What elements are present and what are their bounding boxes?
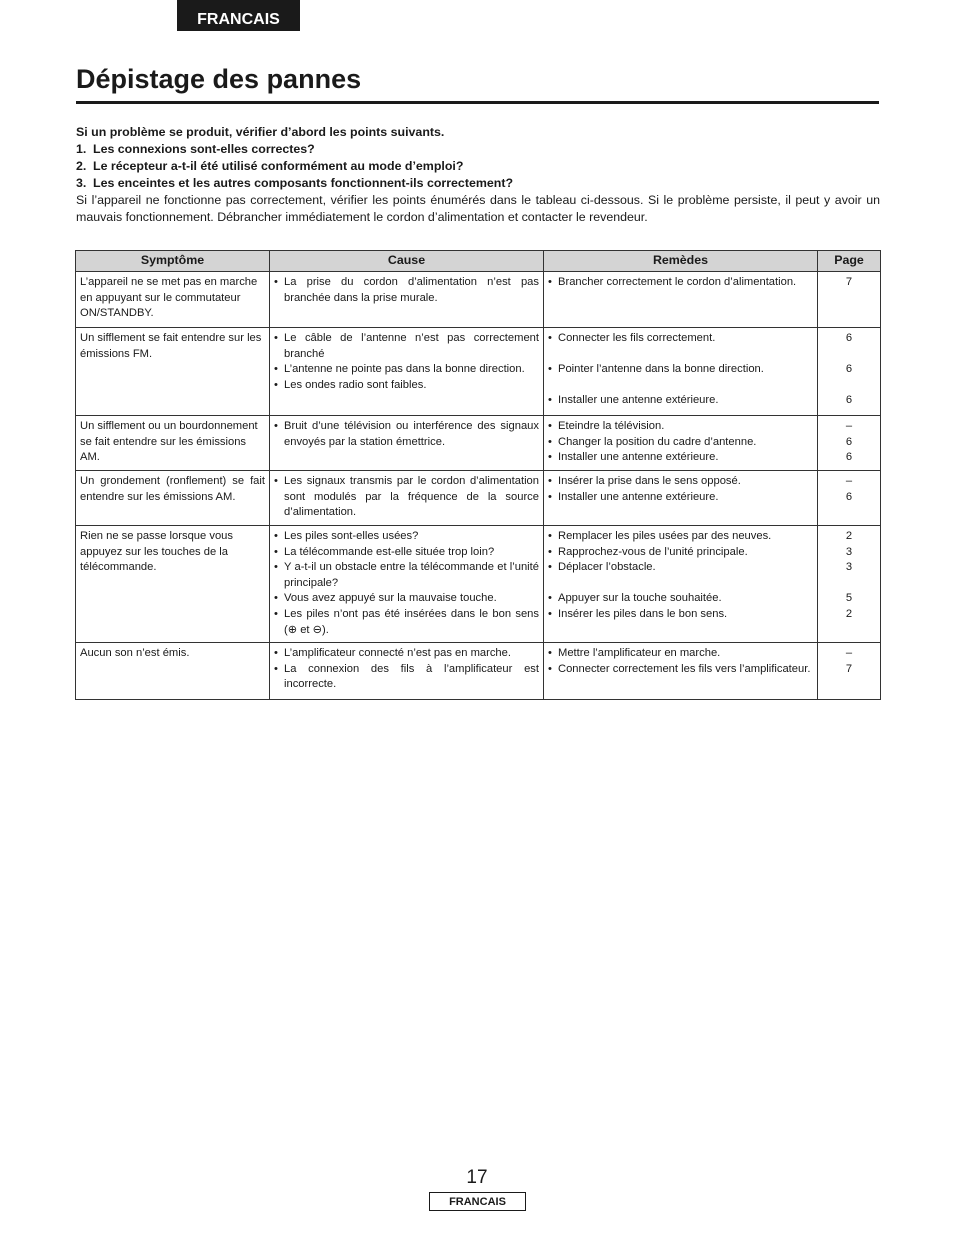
page-ref: 6 — [845, 394, 853, 407]
bullet: • — [548, 545, 552, 558]
page-ref: 7 — [845, 276, 853, 288]
remedy-item: Changer la position du cadre d’antenne. — [558, 435, 757, 448]
check-number: 3. — [76, 176, 87, 190]
cause-item: Les piles n’ont pas été insérées dans le bon sens (⊕ et ⊖). — [284, 607, 539, 636]
page-number: 17 — [466, 1167, 488, 1188]
page-ref: 2 — [845, 607, 853, 620]
bullet: • — [274, 378, 278, 391]
remedy-cell — [544, 328, 818, 416]
remedy-item: Installer une antenne extérieure. — [558, 451, 719, 464]
symptom-cell: Rien ne se passe lorsque vous appuyez sur les touches de la télécommande. — [76, 526, 270, 643]
remedy-item: Rapprochez-vous de l’unité principale. — [558, 545, 748, 558]
bullet: • — [548, 276, 552, 288]
check-number: 2. — [76, 159, 87, 173]
page-cell — [818, 416, 881, 471]
cause-cell — [270, 272, 544, 328]
page-cell — [818, 471, 881, 526]
bullet: • — [274, 607, 278, 620]
bullet: • — [274, 363, 278, 376]
cause-cell — [270, 526, 544, 643]
remedy-item: Brancher correctement le cordon d’alimentation. — [558, 276, 797, 288]
cause-item: L’antenne ne pointe pas dans la bonne direction. — [284, 363, 525, 376]
page-ref: 6 — [845, 363, 853, 376]
cause-item: La télécommande est-elle située trop loin? — [284, 545, 495, 558]
bullet: • — [274, 545, 278, 558]
page-cell — [818, 272, 881, 328]
bullet: • — [274, 530, 278, 542]
check-item — [76, 158, 880, 175]
bullet: • — [548, 530, 552, 542]
table-row — [76, 416, 881, 471]
cause-item: L’amplificateur connecté n’est pas en marche. — [284, 647, 511, 660]
bullet: • — [548, 561, 552, 574]
bullet: • — [274, 561, 278, 574]
table-row — [76, 471, 881, 526]
cause-item: Les signaux transmis par le cordon d’alimentation sont modulés par la fréquence de la source d’alimentation. — [284, 475, 539, 519]
symptom-cell: Un grondement (ronflement) se fait entendre sur les émissions AM. — [76, 471, 270, 526]
bullet: • — [548, 363, 552, 376]
cause-item: Les ondes radio sont faibles. — [284, 378, 427, 391]
title-underline — [76, 101, 879, 104]
cause-item: Y a-t-il un obstacle entre la télécommande et l’unité principale? — [284, 561, 539, 589]
header-remedy: Remèdes — [544, 251, 818, 272]
cause-item: Vous avez appuyé sur la mauvaise touche. — [284, 592, 497, 605]
header-page: Page — [818, 251, 881, 272]
remedy-item: Remplacer les piles usées par des neuves. — [558, 530, 772, 542]
page-ref: 3 — [845, 561, 853, 574]
bullet: • — [274, 662, 278, 675]
table-row — [76, 643, 881, 700]
check-number: 1. — [76, 142, 87, 156]
cause-cell — [270, 643, 544, 700]
symptom-cell: Aucun son n’est émis. — [76, 643, 270, 700]
remedy-item: Installer une antenne extérieure. — [558, 394, 719, 407]
cause-item: Bruit d’une télévision ou interférence des signaux envoyés par la station émettrice. — [284, 420, 539, 448]
cause-cell — [270, 471, 544, 526]
bullet: • — [548, 451, 552, 464]
intro-section — [76, 124, 880, 226]
table-row — [76, 272, 881, 328]
table-header-row — [76, 251, 881, 272]
table-row — [76, 526, 881, 643]
remedy-cell — [544, 471, 818, 526]
page-ref: 2 — [845, 530, 853, 542]
cause-item: La connexion des fils à l’amplificateur est incorrecte. — [284, 662, 539, 691]
cause-item: La prise du cordon d’alimentation n’est pas branchée dans la prise murale. — [284, 276, 539, 304]
intro-lead: Si un problème se produit, vérifier d’abord les points suivants. — [76, 125, 445, 139]
header-cause: Cause — [270, 251, 544, 272]
page-ref: 6 — [845, 332, 853, 344]
bullet: • — [548, 420, 552, 432]
bullet: • — [548, 592, 552, 605]
check-text: Le récepteur a-t-il été utilisé conformément au mode d’emploi? — [93, 159, 464, 173]
language-tab: FRANCAIS — [177, 0, 300, 31]
check-text: Les connexions sont-elles correctes? — [93, 142, 315, 156]
intro-paragraph: Si l’appareil ne fonctionne pas correctement, vérifier les points énumérés dans le tableau ci-dessous. Si le problème persiste, il peut y avoir un mauvais fonctionnement. Débrancher immédiatement le cordon d’alimentation et contacter le revendeur. — [76, 193, 880, 224]
remedy-item: Mettre l’amplificateur en marche. — [558, 647, 721, 660]
symptom-cell: L’appareil ne se met pas en marche en appuyant sur le commutateur ON/STANDBY. — [76, 272, 270, 328]
check-item — [76, 175, 880, 192]
troubleshooting-table — [75, 250, 881, 700]
check-text: Les enceintes et les autres composants fonctionnent-ils correctement? — [93, 176, 514, 190]
remedy-cell — [544, 643, 818, 700]
bullet: • — [548, 435, 552, 448]
bullet: • — [274, 647, 278, 660]
page-cell — [818, 328, 881, 416]
bullet: • — [548, 475, 552, 487]
remedy-cell — [544, 526, 818, 643]
page-ref: 3 — [845, 545, 853, 558]
remedy-item: Insérer les piles dans le bon sens. — [558, 607, 728, 620]
page-cell — [818, 526, 881, 643]
page-ref: 6 — [845, 451, 853, 464]
bullet: • — [548, 394, 552, 407]
page-ref: – — [845, 475, 853, 487]
symptom-cell: Un sifflement se fait entendre sur les émissions FM. — [76, 328, 270, 416]
remedy-item: Eteindre la télévision. — [558, 420, 665, 432]
remedy-cell — [544, 416, 818, 471]
cause-cell — [270, 416, 544, 471]
page-ref: 6 — [845, 490, 853, 503]
check-item — [76, 141, 880, 158]
bullet: • — [274, 420, 278, 432]
symptom-cell: Un sifflement ou un bourdonnement se fait entendre sur les émissions AM. — [76, 416, 270, 471]
remedy-item: Déplacer l’obstacle. — [558, 561, 656, 574]
remedy-item: Installer une antenne extérieure. — [558, 490, 719, 503]
bullet: • — [548, 647, 552, 660]
header-symptom: Symptôme — [76, 251, 270, 272]
page-cell — [818, 643, 881, 700]
cause-item: Le câble de l’antenne n’est pas correctement branché — [284, 332, 539, 360]
remedy-cell — [544, 272, 818, 328]
bullet: • — [274, 592, 278, 605]
remedy-item: Appuyer sur la touche souhaitée. — [558, 592, 722, 605]
bullet: • — [274, 475, 278, 487]
cause-cell — [270, 328, 544, 416]
bullet: • — [274, 332, 278, 344]
remedy-item: Pointer l’antenne dans la bonne direction. — [558, 363, 764, 376]
page-ref: – — [845, 420, 853, 432]
bullet: • — [548, 607, 552, 620]
page-ref: – — [845, 647, 853, 660]
bullet: • — [548, 332, 552, 344]
page-ref: 5 — [845, 592, 853, 605]
page-ref: 6 — [845, 435, 853, 448]
footer-language-label: FRANCAIS — [429, 1192, 526, 1211]
bullet: • — [548, 662, 552, 675]
table-row — [76, 328, 881, 416]
bullet: • — [274, 276, 278, 288]
remedy-item: Connecter correctement les fils vers l’amplificateur. — [558, 662, 811, 675]
bullet: • — [548, 490, 552, 503]
remedy-item: Insérer la prise dans le sens opposé. — [558, 475, 741, 487]
page-title: Dépistage des pannes — [76, 64, 362, 94]
cause-item: Les piles sont-elles usées? — [284, 530, 419, 542]
remedy-item: Connecter les fils correctement. — [558, 332, 716, 344]
page-ref: 7 — [845, 662, 853, 675]
